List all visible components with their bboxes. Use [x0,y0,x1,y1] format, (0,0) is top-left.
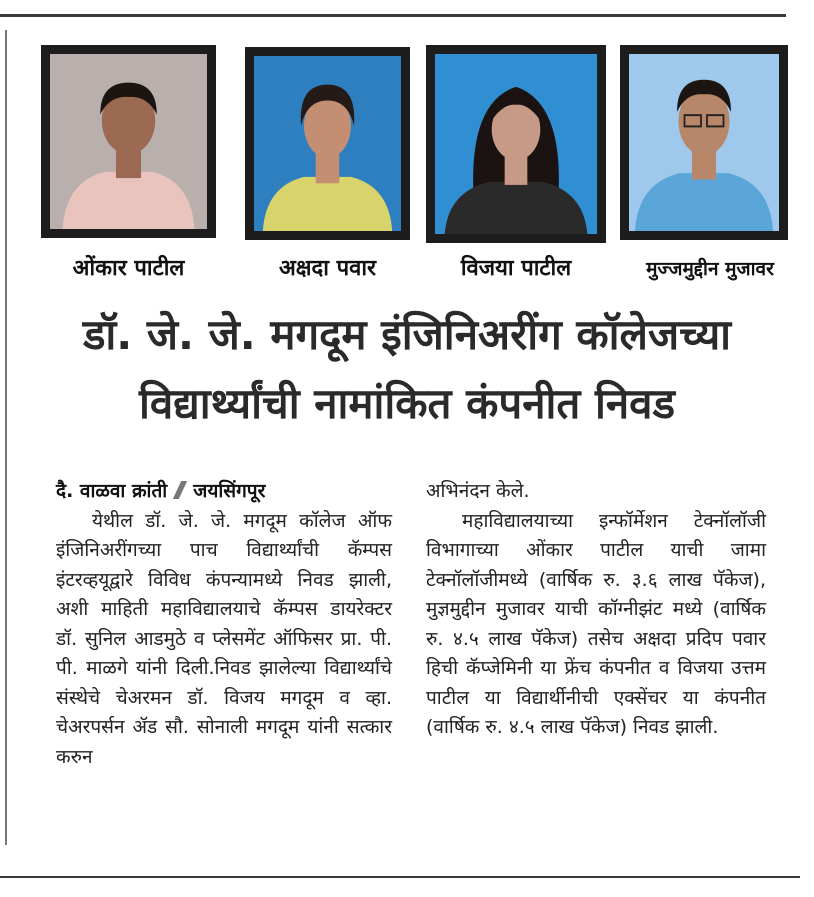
place-name: जयसिंगपूर [193,480,266,502]
bottom-rule [0,876,800,878]
article-left-column [56,477,392,772]
photo-akshada-pawar [245,47,410,240]
headline-line-1: डॉ. जे. जे. मगदूम इंजिनिअरींग कॉलेजच्या [82,310,732,359]
caption-mujjamuddin-mujawar: मुज्जमुद्दीन मुजावर [646,258,774,280]
portrait-image [50,54,207,229]
headline-line-2: विद्यार्थ्यांची नामांकित कंपनीत निवड [139,379,675,428]
caption-akshada-pawar: अक्षदा पवार [278,256,377,281]
photo-mujjamuddin-mujawar [620,45,788,240]
dateline-separator [173,481,187,499]
photo-omkar-patil [41,45,216,238]
article-paragraph-2: महाविद्यालयाच्या इन्फॉर्मेशन टेक्नॉलॉजी विभागाच्या ओंकार पाटील याची जामा टेक्नॉलॉजीमध्ये (वार्षिक रु. ३.६ लाख पॅकेज), मुज्ञमुद्दीन मुजावर याची कॉग्नीझंट मध्ये (वार्षिक रु. ४.५ लाख पॅकेज) तसेच अक्षदा प्रदिप पवार हिची कॅप्जेमिनी या फ्रेंच कंपनीत व विजया उत्तम पाटील या विद्यार्थीनीची एक्सेंचर या कंपनीत (वार्षिक रु. ४.५ लाख पॅकेज) निवड झाली. [426,509,766,738]
top-rule [0,14,786,17]
portrait-image [254,56,401,231]
caption-vijaya-patil: विजया पाटील [460,256,572,281]
left-column-rule [5,30,7,845]
photo-vijaya-patil [426,45,606,243]
source-name: दै. वाळवा क्रांती [56,480,168,502]
caption-omkar-patil: ओंकार पाटील [72,256,185,281]
article-paragraph-1: येथील डॉ. जे. जे. मगदूम कॉलेज ऑफ इंजिनिअरींगच्या पाच विद्यार्थ्यांची कॅम्पस इंटरव्हयूद्वारे विविध कंपन्यामध्ये निवड झाली, अशी माहिती महाविद्यालयाचे कॅम्पस डायरेक्टर डॉ. सुनिल आडमुठे व प्लेसमेंट ऑफिसर प्रा. पी. पी. माळगे यांनी दिली.निवड झालेल्या विद्यार्थ्यांचे संस्थेचे चेअरमन डॉ. विजय मगदूम व व्हा. चेअरपर्सन ॲड सौ. सोनाली मगदूम यांनी सत्कार करुन [56,509,392,768]
article-right-column [426,477,766,743]
portrait-image [629,54,779,231]
portrait-image [435,54,597,234]
dateline [56,477,392,507]
article-continuation: अभिनंदन केले. [426,480,530,502]
